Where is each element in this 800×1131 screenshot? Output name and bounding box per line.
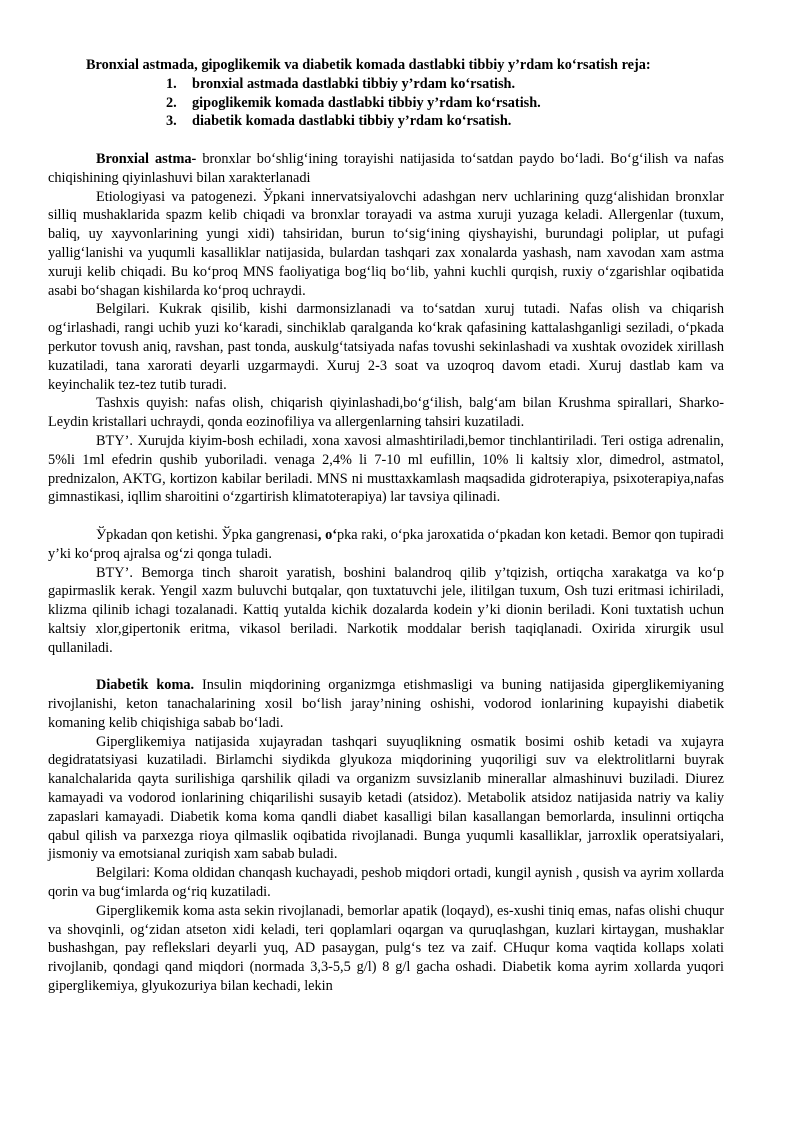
plan-item-number: 1. [166, 75, 177, 92]
asthma-signs-paragraph: Belgilari. Kukrak qisilib, kishi darmonsizlanadi va to‘satdan xuruj tutadi. Nafas olish va chiqarish og‘irlashadi, rangi uchib yuzi ko‘karadi, sinchiklab qaralganda ko‘krak qafasining kattalashganligi seziladi, o‘pkada perkutor tovush aniq, ravshan, past tonda, auskulg‘tatsiyada nafas tovushi sekinlashadi va xushtak ovozidek xirillash kuzatiladi, tana xarorati deyarli uzgarmaydi. Xuruj 2-3 soat va uzoqroq davom etadi. Xuruj dastlab kam va keyinchalik tez-tez tutib turadi. [48, 301, 724, 393]
plan-item [166, 94, 724, 113]
plan-item-text: bronxial astmada dastlabki tibbiy y’rdam ko‘rsatish. [192, 75, 516, 92]
plan-item-text: gipoglikemik komada dastlabki tibbiy y’rdam ko‘rsatish. [192, 94, 541, 111]
diabetic-heading: Diabetik koma. [96, 677, 195, 694]
bleeding-intro-text: Ўpkadan qon ketishi. Ўpka gangrenasi [96, 526, 318, 543]
document-page [48, 56, 724, 996]
asthma-aid-paragraph: BTY’. Xurujda kiyim-bosh echiladi, xona xavosi almashtiriladi,bemor tinchlantiriladi. Teri ostiga adrenalin, 5%li 1ml efedrin qushib yuboriladi. venaga 2,4% li 7-10 ml eufillin, 10% li kaltsiy xlor, dimedrol, astmatol, prednizalon, AKTG, kortizon kabilar beriladi. MNS ni musttaxkamlash maqsadida gidroterapiya, psixoterapiya,nafas gimnastikasi, iqllim sharoitini o‘zgartirish klimatoterapiya) lar tavsiya qilinadi. [48, 432, 724, 506]
diabetic-intro-text: Insulin miqdorining organizmga etishmasligi va buning natijasida giperglikemiyaning rivojlanishi, keton tanachalarining xosil bo‘lish jaray’nining oshishi, vodorod ionlarining kupayishi diabetik komaning kelib chiqishiga sabab bo‘ladi. [48, 677, 724, 731]
plan-item-number: 2. [166, 94, 177, 111]
asthma-etiology-paragraph: Etiologiyasi va patogenezi. Ўpkani innervatsiyalovchi adashgan nerv uchlarining quzg‘alishidan bronxlar silliq mushaklarida spazm kelib chiqadi va bronxlar torayadi va astma xuruji yuzaga keladi. Allergenlar (tuxum, baliq, uy xayvonlarining yungi xidi) tahsiridan, burun to‘sig‘ining qiyshayishi, burundagi poliplar, ut pufagi yallig‘lanishi va yuqumli kasalliklar natijasida, bulardan tashqari zax xonalarda yashash, nam xavodan xam astma xuruji kelib chiqadi. Bu ko‘proq MNS faoliyatiga bog‘liq bo‘lib, yahni kuchli qurqish, ruxiy o‘zgarishlar oqibatida asabi bo‘shagan kishilarda ko‘proq uchraydi. [48, 188, 724, 299]
plan-item-text: diabetik komada dastlabki tibbiy y’rdam ko‘rsatish. [192, 113, 512, 130]
asthma-intro-paragraph [48, 150, 724, 188]
spacer [48, 131, 724, 150]
bleeding-intro-paragraph [48, 526, 724, 564]
document-title: Bronxial astmada, gipoglikemik va diabetik komada dastlabki tibbiy y’rdam ko‘rsatish reja: [86, 57, 651, 73]
diabetic-signs-paragraph: Belgilari: Koma oldidan chanqash kuchayadi, peshob miqdori ortadi, kungil aynish , qusish va ayrim xollarda qorin va bug‘imlarda og‘riq kuzatiladi. [48, 865, 724, 901]
asthma-diagnosis-paragraph: Tashxis quyish: nafas olish, chiqarish qiyinlashadi,bo‘g‘ilish, balg‘am bilan Krushma spirallari, Sharko-Leydin kristallari uchraydi, qonda eozinofiliya va allergenlarning tahsiri kuzatiladi. [48, 395, 724, 431]
plan-item [166, 75, 724, 94]
spacer [48, 507, 724, 526]
diabetic-course-paragraph: Giperglikemik koma asta sekin rivojlanadi, bemorlar apatik (loqayd), es-xushi tiniq emas, nafas olishi chuqur va shovqinli, og‘zidan atseton xidi keladi, teri qoplamlari oqargan va quruqlashgan, kuzlari kirtaygan, mushaklar bushashgan, pay reflekslari deyarli yuq, AD pasaygan, pulg‘s tez va zaif. CHuqur koma vaqtida kollaps xolati rivojlanib, qondagi qand miqdori (normada 3,3-5,5 g/l) 8 g/l gacha oshadi. Diabetik koma ayrim xollarda yuqori giperglikemiya, glyukozuriya bilan kechadi, lekin [48, 902, 724, 995]
plan-list [48, 75, 724, 131]
plan-item-number: 3. [166, 113, 177, 130]
diabetic-intro-paragraph [48, 676, 724, 732]
bleeding-intro-rest: pka raki, o‘pka jaroxatida o‘pkadan kon ketadi. Bemor qon tupiradi y’ki ko‘proq ajralsa og‘zi qonga tuladi. [48, 526, 724, 562]
bleeding-aid-paragraph: BTY’. Bemorga tinch sharoit yaratish, boshini balandroq qilib y’tqizish, ortiqcha xarakatga va ko‘p gapirmaslik kerak. Yengil xazm buluvchi butqalar, qon tuxtatuvchi jele, ilitilgan tuxum, Osh tuzi eritmasi ichiriladi, klizma qilinib ichagi tozalanadi. Kattiq yutalda kichik dozalarda kodein y’ki dionin beriladi. Koni tuxtatish uchun kaltsiy xlor,gipertonik eritma, vikasol beriladi. Narkotik moddalar berish taqiqlanadi. Oxirida xirurgik usul qullaniladi. [48, 564, 724, 656]
plan-item [166, 112, 724, 131]
asthma-intro-text: bronxlar bo‘shlig‘ining torayishi natijasida to‘satdan paydo bo‘ladi. Bo‘g‘ilish va nafas chiqishining qiyinlashuvi bilan xarakterlanadi [48, 150, 724, 186]
asthma-heading: Bronxial astma- [96, 150, 197, 167]
diabetic-mechanism-paragraph: Giperglikemiya natijasida xujayradan tashqari suyuqlikning osmatik bosimi oshib ketadi va xujayra degidratatsiyasi kuzatiladi. Birlamchi siydikda glyukoza miqdorining yuqoriligi suv va elektrolitlarni buyrak kanalchalarida qayta surilishiga qarshilik qiladi va organizm suvsizlanib minerallar almashinuvi buziladi. Diurez kamayadi va vodorod ionlarining chiqarilishi susayib ketadi (atsidoz). Metabolik atsidoz natijasida natriy va kaliy zapaslari kamayadi. Diabetik koma koma qandli diabet kasalligi bilan kasallangan bemorlarda, insulinni ortiqcha qabul qilish va parxezga rioya qilmaslik oqibatida rivojlanadi. Bunga yuqumli kasalliklar, jarroxlik operatsiyalari, jismoniy va emotsianal zuriqish xam sabab buladi. [48, 733, 724, 863]
bleeding-intro-bold: , o‘ [317, 526, 337, 543]
spacer [48, 658, 724, 677]
